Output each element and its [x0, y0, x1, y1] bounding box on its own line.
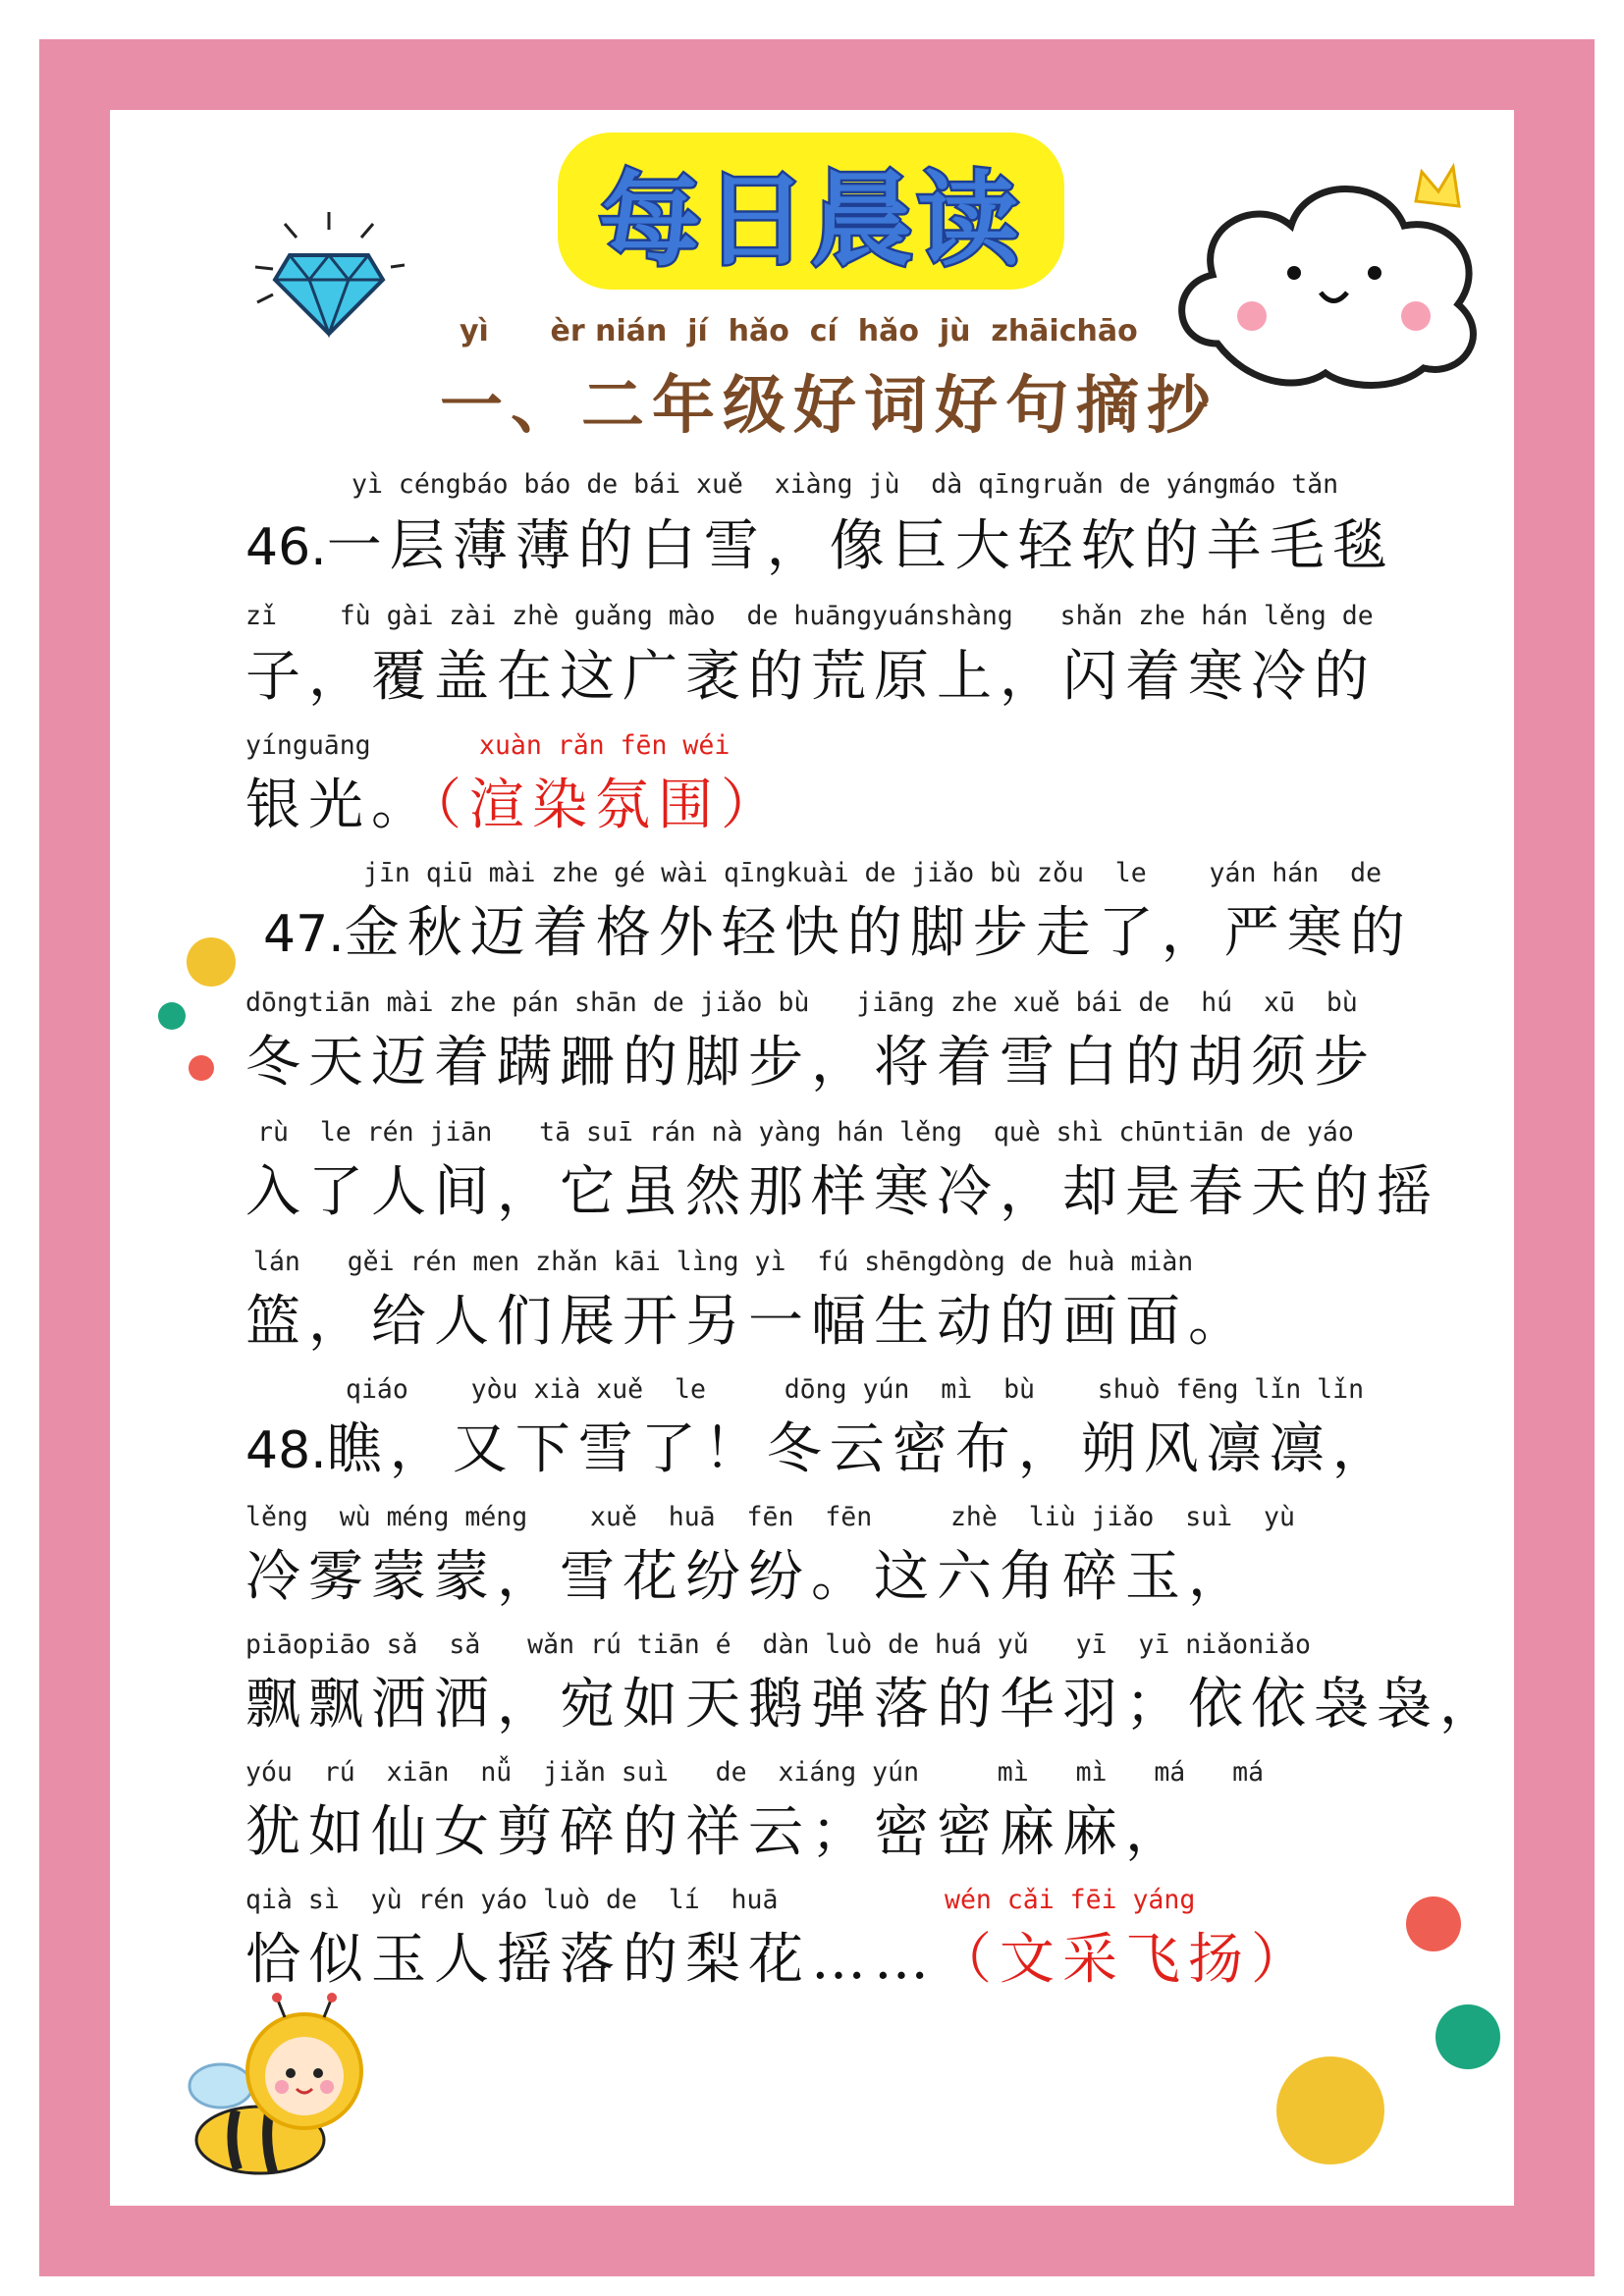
bee-icon	[167, 1993, 403, 2189]
page-title: 每日晨读	[598, 160, 1023, 280]
edge-right	[1595, 0, 1624, 2296]
edge-left	[0, 0, 39, 2296]
text-line: 入了人间，它虽然那样寒冷，却是春天的摇	[245, 1160, 1439, 1224]
edge-top	[0, 0, 1624, 39]
text-line: 子，覆盖在这广袤的荒原上，闪着寒冷的	[245, 645, 1377, 709]
pinyin-line: yì céngbáo báo de bái xuě xiàng jù dà qīngruǎn de yángmáo tǎn	[352, 469, 1339, 500]
entry-number: 47.	[263, 905, 345, 964]
text-line	[245, 503, 1404, 581]
text-line: 篮，给人们展开另一幅生动的画面。	[245, 1290, 1251, 1354]
highlight-tag: （文采飞扬）	[937, 1928, 1314, 1992]
entry-number: 48.	[245, 1421, 327, 1480]
pinyin-line: lěng wù méng méng xuě huā fēn fēn zhè liù jiǎo suì yù	[245, 1502, 1295, 1532]
text-line	[245, 1406, 1404, 1484]
dots-icon	[147, 933, 245, 1090]
title-badge	[558, 133, 1064, 290]
text-span: 银光。	[245, 774, 434, 837]
text-span: 一层薄薄的白雪，像巨大轻软的羊毛毯	[326, 514, 1395, 578]
text-span: 金秋迈着格外轻快的脚步走了，严寒的	[344, 901, 1413, 965]
text-line	[245, 1916, 1404, 1995]
circles-icon	[1257, 1885, 1512, 2179]
text-line: 飘飘洒洒，宛如天鹅弹落的华羽；依依袅袅，	[245, 1673, 1502, 1736]
text-line: 犹如仙女剪碎的祥云；密密麻麻，	[245, 1800, 1188, 1864]
text-span: 恰似玉人摇落的梨花……	[245, 1928, 937, 1992]
text-line	[263, 889, 1422, 968]
pinyin-line: jīn qiū mài zhe gé wài qīngkuài de jiǎo bù zǒu le yán hán de	[363, 858, 1382, 888]
pinyin-line: qià sì yù rén yáo luò de lí huā	[245, 1885, 779, 1915]
pinyin-line: qiáo yòu xià xuě le dōng yún mì bù shuò fēng lǐn lǐn	[346, 1374, 1365, 1405]
pinyin-line: yóu rú xiān nǚ jiǎn suì de xiáng yún mì mì má má	[245, 1757, 1265, 1788]
pinyin-red: wén cǎi fēi yáng	[945, 1885, 1196, 1915]
text-line: 冬天迈着蹒跚的脚步，将着雪白的胡须步	[245, 1031, 1377, 1095]
text-line: 冷雾蒙蒙，雪花纷纷。这六角碎玉，	[245, 1545, 1251, 1609]
edge-bottom	[0, 2276, 1624, 2296]
highlight-tag: （渲染氛围）	[434, 774, 784, 837]
pinyin-line: rù le rén jiān tā suī rán nà yàng hán lěng què shì chūntiān de yáo	[257, 1117, 1354, 1148]
pinyin-line: piāopiāo sǎ sǎ wǎn rú tiān é dàn luò de huá yǔ yī yī niǎoniǎo	[245, 1629, 1311, 1660]
pinyin-line: dōngtiān mài zhe pán shān de jiǎo bù jiāng zhe xuě bái de hú xū bù	[245, 988, 1358, 1018]
text-line	[245, 762, 1404, 840]
subtitle-pinyin: yì èr nián jí hǎo cí hǎo jù zhāichāo	[460, 314, 1138, 348]
text-span: 瞧，又下雪了！冬云密布，朔风凛凛，	[326, 1417, 1395, 1481]
pinyin-line: lán gěi rén men zhǎn kāi lìng yì fú shēngdòng de huà miàn	[253, 1247, 1194, 1277]
pinyin-line: yínguāng	[245, 730, 371, 761]
subtitle: 一、二年级好词好句摘抄	[440, 369, 1218, 443]
pinyin-red: xuàn rǎn fēn wéi	[479, 730, 731, 761]
pinyin-line: zǐ fù gài zài zhè guǎng mào de huāngyuánshàng shǎn zhe hán lěng de	[245, 601, 1374, 631]
entry-number: 46.	[245, 518, 327, 577]
diamond-icon	[236, 196, 422, 353]
